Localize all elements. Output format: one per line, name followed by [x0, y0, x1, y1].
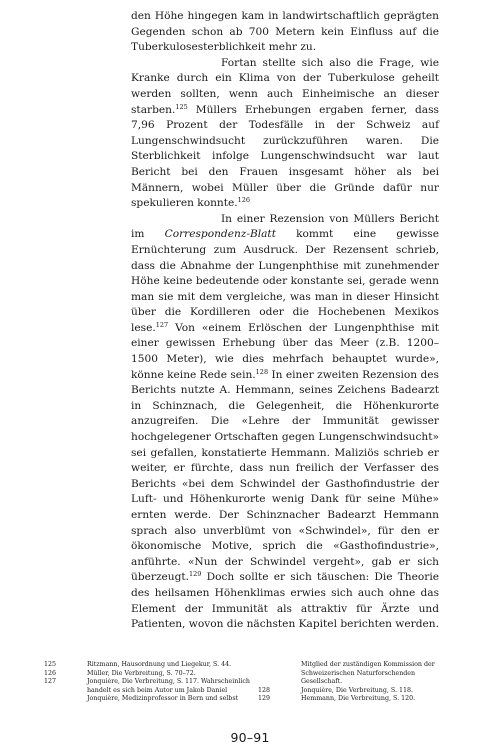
- footnotes-column-right: [258, 661, 458, 704]
- footnote-number: 127: [44, 678, 57, 685]
- footnote-127-continued: [258, 661, 458, 687]
- footnote-text: Hemmann, Die Verbreitung, S. 120.: [301, 695, 416, 702]
- footnote-126: [44, 670, 254, 679]
- footnote-125: [44, 661, 254, 670]
- footnote-ref-126[interactable]: 126: [237, 196, 251, 205]
- footnote-number: 125: [44, 661, 57, 668]
- footnote-ref-125[interactable]: 125: [175, 102, 188, 111]
- footnote-129: [258, 695, 458, 704]
- footnote-number: 126: [44, 669, 57, 677]
- paragraph-3-text-b: kommt eine gewisse Ernüchterung zum Ausdruck. Der Rezensent schrieb, dass die Abnahme der Lungenphthise mit zunehmender Höhe keine bedeutende oder konstante sei, gerade wenn man sie mit dem vergleiche, was man in dieser Hinsicht über die Kordilleren oder die Hochebenen Mexikos lese.: [131, 228, 439, 334]
- footnote-text: Müller, Die Verbreitung, S. 70–72.: [87, 669, 196, 677]
- footnote-ref-129[interactable]: 129: [189, 570, 202, 579]
- paragraph-3-text-c: Von «einem Erlöschen der Lungenphthise mit einer gewissen Erhebung über das Meer (z.B. 1200–1500 Meter), wie dies mehrfach behauptet wurde», könne keine Rede sein.: [131, 321, 439, 381]
- footnote-number: 128: [258, 686, 271, 694]
- paragraph-2: [131, 56, 439, 212]
- footnote-ref-127[interactable]: 127: [155, 320, 169, 329]
- footnote-number: 129: [258, 695, 271, 702]
- footnotes-column-left: [44, 661, 254, 704]
- page-number: 90–91: [230, 730, 270, 745]
- footnote-number-blank: [258, 661, 301, 687]
- footnote-128: [258, 687, 458, 696]
- footnote-text: Jonquière, Die Verbreitung, S. 118.: [301, 686, 414, 694]
- paragraph-3-text-e: Doch sollte er sich täuschen: Die Theorie des heilsamen Höhenklimas erwies sich auch ohne das Element der Immunität als attraktiv für Ärzte und Patienten, wovon die nächsten Kapitel berichten werden.: [131, 571, 439, 631]
- footnote-text: Ritzmann, Hausordnung und Liegekur, S. 44.: [87, 661, 232, 668]
- paragraph-3-text-d: In einer zweiten Rezension des Berichts nutzte A. Hemmann, seines Zeichens Badearzt in Schinznach, die Gelegenheit, die Höhenkurorte anzugreifen. Die «Lehre der Immunität gewisser hochgelegener Ortschaften gegen Lungenschwindsucht» sei gefallen, konstatierte Hemmann. Maliziös schrieb er weiter, er fürchte, dass nun freilich der Verfasser des Berichts «bei dem Schwindel der Gasthofindustrie der Luft- und Höhenkurorte wenig Dank für seine Mühe» ernten werde. Der Schinznacher Badearzt Hemmann sprach also unverblümt von «Schwindel», für den er ökonomische Motive, sprich die «Gasthofindustrie», anführte. «Nun der Schwindel vergeht», gab er sich überzeugt.: [131, 368, 439, 584]
- paragraph-3: [131, 212, 439, 633]
- footnote-ref-128[interactable]: 128: [255, 367, 269, 376]
- footnote-text-part-1: Jonquière, Die Verbreitung, S. 117. Wahrscheinlich handelt es sich beim Autor um Jakob Daniel Jonquière, Medizinprofessor in Bern und selbst: [87, 678, 250, 702]
- journal-title: Correspondenz-Blatt: [164, 228, 276, 241]
- paragraph-2-text-b: Müllers Erhebungen ergaben ferner, dass 7,96 Prozent der Todesfälle in der Schweiz auf Lungenschwindsucht zurückzuführen waren. Die Sterblichkeit infolge Lungenschwindsucht war laut Bericht bei den Frauen insgesamt höher als bei Männern, wobei Müller über die Gründe dafür nur spekulieren konnte.: [131, 103, 439, 210]
- body-text: [131, 9, 439, 633]
- footnote-text-part-2: Mitglied der zuständigen Kommission der Schweizerischen Naturforschenden Gesellschaft.: [301, 661, 435, 685]
- paragraph-1: den Höhe hingegen kam in landwirtschaftlich geprägten Gegenden schon ab 700 Metern kein Einfluss auf die Tuberkulosesterblichkeit mehr zu.: [131, 10, 439, 54]
- paragraph-2-text-a: Fortan stellte sich also die Frage, wie Kranke durch ein Klima von der Tuberkulose geheilt werden sollten, wenn auch Einheimische an dieser starben.: [131, 56, 439, 116]
- footnote-127: [44, 678, 254, 704]
- paragraph-3-text-a: In einer Rezension von Müllers Bericht im: [131, 212, 439, 241]
